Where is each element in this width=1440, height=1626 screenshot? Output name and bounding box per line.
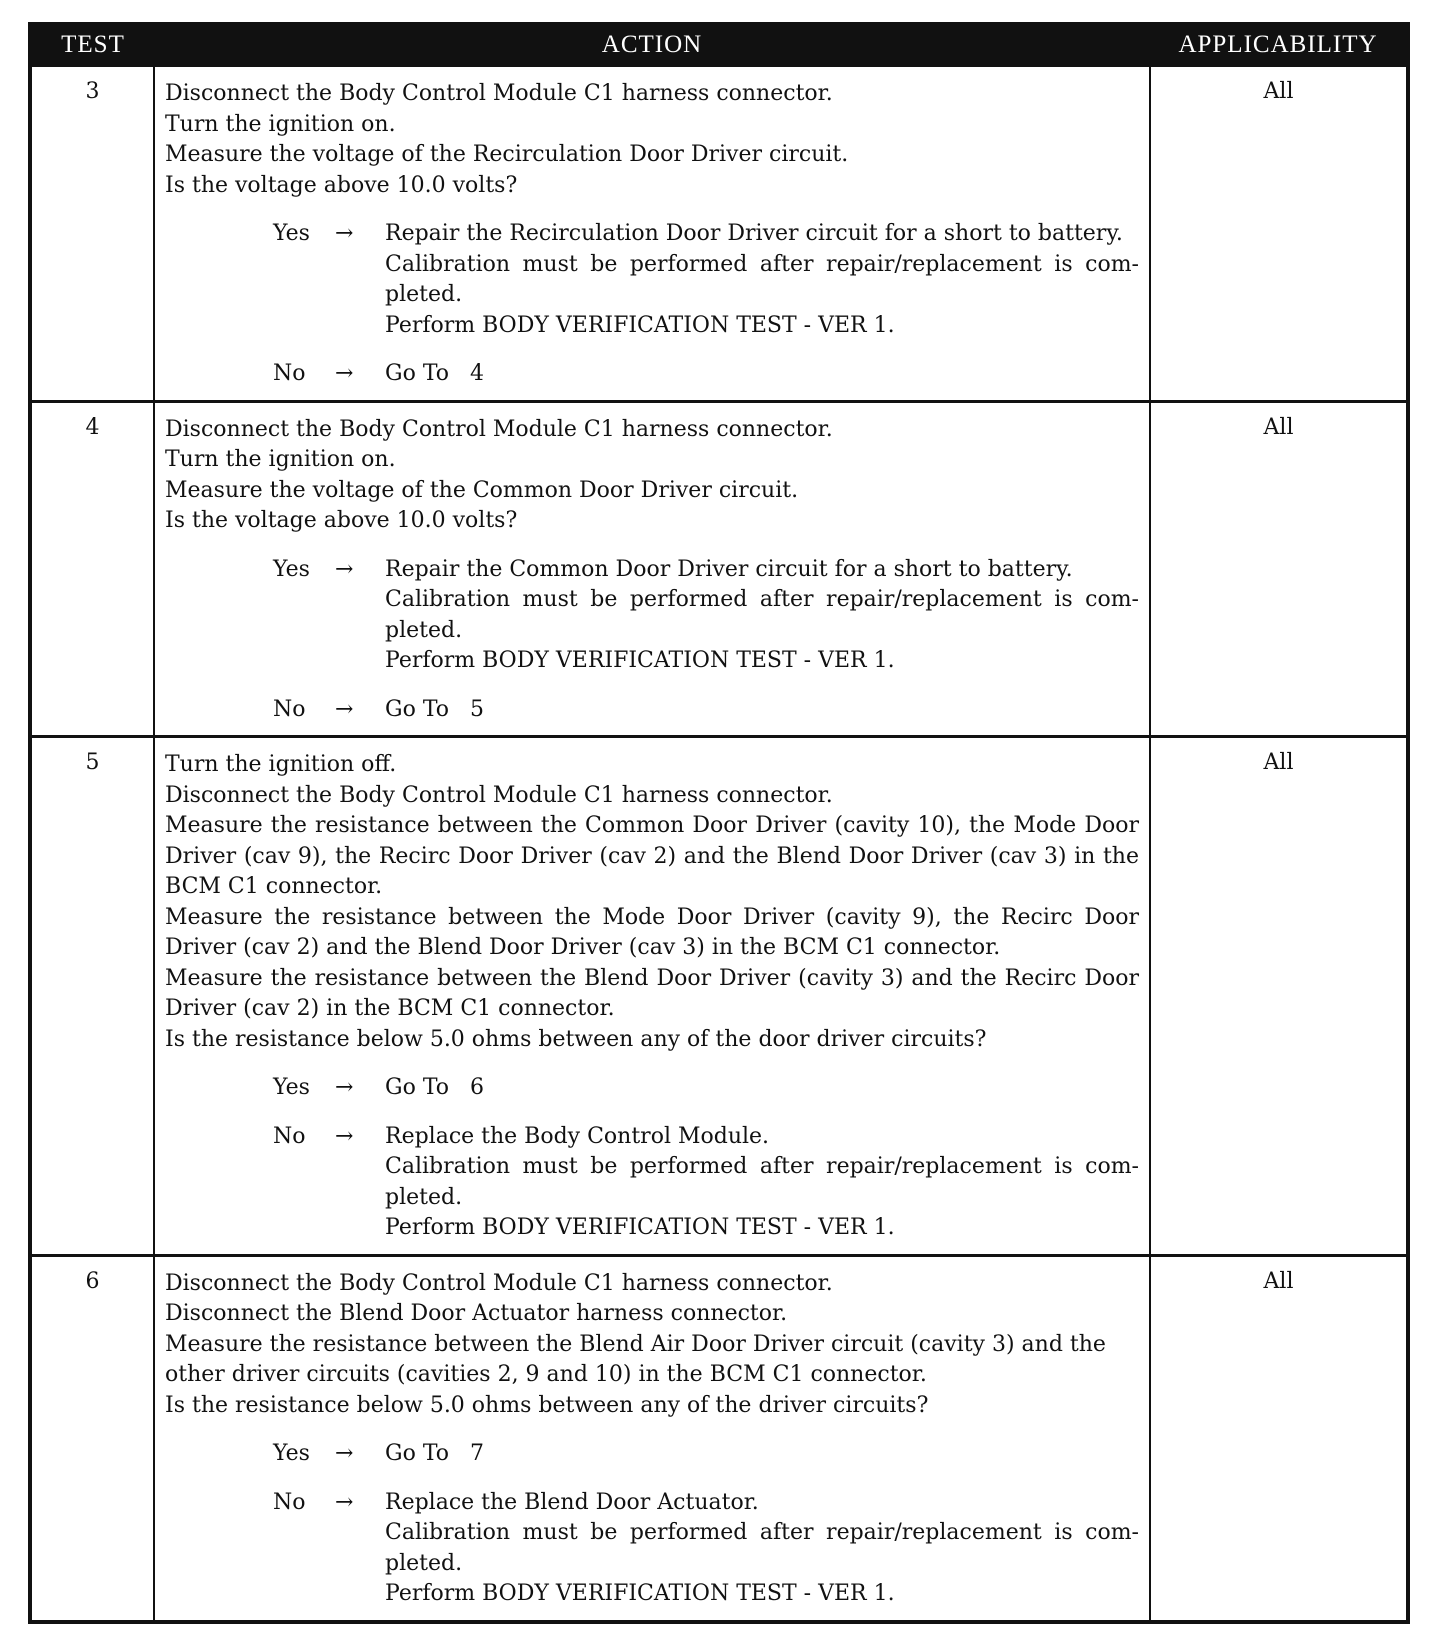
applicability-cell: All	[1150, 66, 1408, 402]
action-step: Disconnect the Body Control Module C1 harness connector.	[165, 1270, 833, 1296]
test-number: 6	[30, 1255, 154, 1622]
outcome-text	[385, 1439, 1139, 1470]
action-step: Measure the voltage of the Recirculation Door Driver circuit.	[165, 142, 849, 167]
header-test: TEST	[30, 24, 154, 66]
applicability-cell: All	[1150, 401, 1408, 737]
outcome-label: Yes	[273, 1441, 310, 1466]
table-row	[30, 737, 1408, 1256]
action-cell	[154, 66, 1150, 402]
outcome-no	[273, 1488, 1139, 1610]
table-body	[30, 66, 1408, 1622]
outcome-label: No	[273, 361, 306, 386]
outcome-line: pleted.	[385, 1550, 463, 1576]
outcome-line: pleted.	[385, 282, 463, 307]
outcome-text	[385, 695, 1139, 726]
outcome-label: No	[273, 1123, 306, 1149]
outcome-line: Repair the Recirculation Door Driver circuit for a short to battery.	[385, 221, 1123, 246]
outcome-line: Replace the Blend Door Actuator.	[385, 1489, 759, 1515]
table-row	[30, 66, 1408, 402]
action-step: Turn the ignition on.	[165, 111, 396, 137]
action-step: Measure the resistance between the Blend Door Driver (cavity 3) and the Recirc Door	[165, 965, 1139, 991]
outcome-no	[273, 1122, 1139, 1244]
outcome-text	[385, 1122, 1139, 1244]
outcome-line: Calibration must be performed after repair/replacement is com-	[385, 1154, 1139, 1179]
outcome-line: Perform BODY VERIFICATION TEST - VER 1.	[385, 648, 895, 673]
applicability-cell: All	[1150, 737, 1408, 1256]
outcome-line: pleted.	[385, 617, 463, 643]
action-step: Measure the resistance between the Blend Air Door Driver circuit (cavity 3) and the	[165, 1331, 1106, 1357]
outcome-line: Go To 4	[385, 361, 484, 386]
outcome-label: Yes	[273, 221, 310, 246]
outcome-text	[385, 1073, 1139, 1104]
applicability-cell: All	[1150, 1255, 1408, 1622]
outcome-line: Replace the Body Control Module.	[385, 1123, 770, 1149]
outcome-line: Go To 6	[385, 1075, 484, 1100]
header-row	[30, 24, 1408, 66]
action-step: Is the voltage above 10.0 volts?	[165, 172, 518, 198]
diagnostic-table	[28, 22, 1410, 1624]
outcome-line: Calibration must be performed after repair/replacement is com-	[385, 251, 1139, 277]
outcome-label: No	[273, 1489, 306, 1515]
right-arrow-icon: →	[335, 556, 354, 582]
action-step: Disconnect the Blend Door Actuator harness connector.	[165, 1301, 788, 1326]
outcome-yes	[273, 555, 1139, 677]
right-arrow-icon: →	[335, 1075, 354, 1100]
action-step: Turn the ignition off.	[165, 752, 397, 777]
action-step: Is the resistance below 5.0 ohms between any of the driver circuits?	[165, 1392, 929, 1418]
action-step: BCM C1 connector.	[165, 874, 383, 899]
action-step: Is the voltage above 10.0 volts?	[165, 508, 518, 533]
outcome-line: Perform BODY VERIFICATION TEST - VER 1.	[385, 1215, 895, 1240]
test-number: 3	[30, 66, 154, 402]
outcome-no	[273, 359, 1139, 390]
outcome-line: Go To 5	[385, 696, 484, 722]
action-step: Disconnect the Body Control Module C1 harness connector.	[165, 416, 833, 442]
action-step: Driver (cav 2) and the Blend Door Driver (cav 3) in the BCM C1 connector.	[165, 935, 1001, 960]
outcome-label: Yes	[273, 556, 310, 582]
outcome-line: Perform BODY VERIFICATION TEST - VER 1.	[385, 1581, 895, 1606]
outcome-line: Calibration must be performed after repair/replacement is com-	[385, 1520, 1139, 1545]
outcome-text	[385, 1488, 1139, 1610]
action-step: other driver circuits (cavities 2, 9 and 10) in the BCM C1 connector.	[165, 1362, 927, 1387]
action-cell	[154, 1255, 1150, 1622]
test-number: 5	[30, 737, 154, 1256]
action-cell	[154, 401, 1150, 737]
action-step: Measure the resistance between the Mode Door Driver (cavity 9), the Recirc Door	[165, 904, 1139, 930]
outcome-line: Calibration must be performed after repair/replacement is com-	[385, 587, 1139, 612]
right-arrow-icon: →	[335, 696, 354, 722]
outcome-text	[385, 359, 1139, 390]
outcome-text	[385, 555, 1139, 677]
action-step: Measure the resistance between the Common Door Driver (cavity 10), the Mode Door	[165, 813, 1139, 838]
action-step: Disconnect the Body Control Module C1 harness connector.	[165, 81, 833, 106]
test-number: 4	[30, 401, 154, 737]
action-step: Measure the voltage of the Common Door Driver circuit.	[165, 477, 799, 503]
action-step: Driver (cav 9), the Recirc Door Driver (cav 2) and the Blend Door Driver (cav 3) in the	[165, 843, 1139, 869]
right-arrow-icon: →	[335, 1489, 354, 1515]
right-arrow-icon: →	[335, 1123, 354, 1149]
right-arrow-icon: →	[335, 1441, 354, 1466]
action-step: Disconnect the Body Control Module C1 harness connector.	[165, 782, 833, 808]
outcome-line: Repair the Common Door Driver circuit for a short to battery.	[385, 556, 1073, 582]
outcome-yes	[273, 219, 1139, 341]
action-step: Driver (cav 2) in the BCM C1 connector.	[165, 996, 615, 1021]
outcome-line: pleted.	[385, 1184, 463, 1210]
outcome-yes	[273, 1073, 1139, 1104]
action-cell	[154, 737, 1150, 1256]
header-applicability: APPLICABILITY	[1150, 24, 1408, 66]
action-step: Is the resistance below 5.0 ohms between any of the door driver circuits?	[165, 1026, 987, 1052]
action-step: Turn the ignition on.	[165, 447, 396, 472]
outcome-no	[273, 695, 1139, 726]
header-action: ACTION	[154, 24, 1150, 66]
outcome-text	[385, 219, 1139, 341]
outcome-line: Perform BODY VERIFICATION TEST - VER 1.	[385, 312, 895, 338]
outcome-label: Yes	[273, 1075, 310, 1100]
right-arrow-icon: →	[335, 361, 354, 386]
table-row	[30, 1255, 1408, 1622]
table-row	[30, 401, 1408, 737]
right-arrow-icon: →	[335, 221, 354, 246]
outcome-yes	[273, 1439, 1139, 1470]
outcome-label: No	[273, 696, 306, 722]
outcome-line: Go To 7	[385, 1441, 484, 1466]
